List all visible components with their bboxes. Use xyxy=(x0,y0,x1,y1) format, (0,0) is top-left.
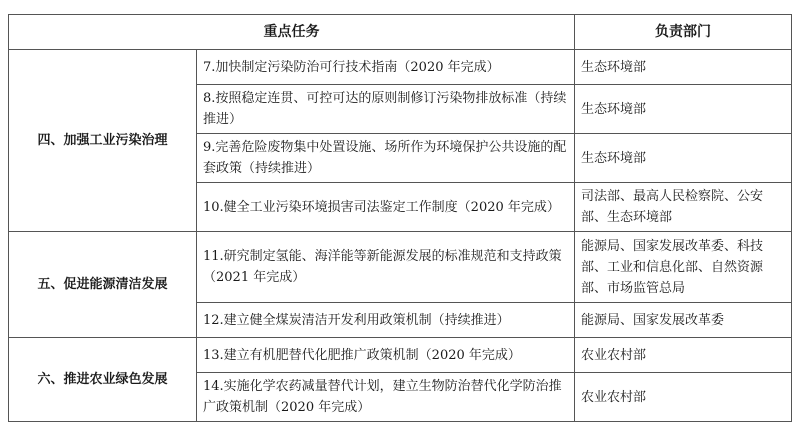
dept-cell: 司法部、最高人民检察院、公安部、生态环境部 xyxy=(575,183,792,232)
task-cell: 13.建立有机肥替代化肥推广政策机制（2020 年完成） xyxy=(197,338,575,373)
task-cell: 12.建立健全煤炭清洁开发利用政策机制（持续推进） xyxy=(197,303,575,338)
task-cell: 7.加快制定污染防治可行技术指南（2020 年完成） xyxy=(197,50,575,85)
table-row xyxy=(9,338,792,373)
dept-cell: 能源局、国家发展改革委 xyxy=(575,303,792,338)
dept-cell: 农业农村部 xyxy=(575,373,792,422)
task-cell: 14.实施化学农药减量替代计划，建立生物防治替代化学防治推广政策机制（2020 年完成） xyxy=(197,373,575,422)
policy-task-table xyxy=(8,14,792,422)
dept-cell: 生态环境部 xyxy=(575,85,792,134)
table-header-row xyxy=(9,15,792,50)
task-cell: 9.完善危险废物集中处置设施、场所作为环境保护公共设施的配套政策（持续推进） xyxy=(197,134,575,183)
category-cell: 四、加强工业污染治理 xyxy=(9,50,197,232)
table-row xyxy=(9,50,792,85)
category-cell: 六、推进农业绿色发展 xyxy=(9,338,197,422)
dept-cell: 生态环境部 xyxy=(575,134,792,183)
task-cell: 8.按照稳定连贯、可控可达的原则制修订污染物排放标准（持续推进） xyxy=(197,85,575,134)
task-cell: 11.研究制定氢能、海洋能等新能源发展的标准规范和支持政策（2021 年完成） xyxy=(197,232,575,303)
task-cell: 10.健全工业污染环境损害司法鉴定工作制度（2020 年完成） xyxy=(197,183,575,232)
table-row xyxy=(9,232,792,303)
header-key-tasks: 重点任务 xyxy=(9,15,575,50)
dept-cell: 生态环境部 xyxy=(575,50,792,85)
header-responsible-dept: 负责部门 xyxy=(575,15,792,50)
dept-cell: 能源局、国家发展改革委、科技部、工业和信息化部、自然资源部、市场监管总局 xyxy=(575,232,792,303)
dept-cell: 农业农村部 xyxy=(575,338,792,373)
category-cell: 五、促进能源清洁发展 xyxy=(9,232,197,338)
